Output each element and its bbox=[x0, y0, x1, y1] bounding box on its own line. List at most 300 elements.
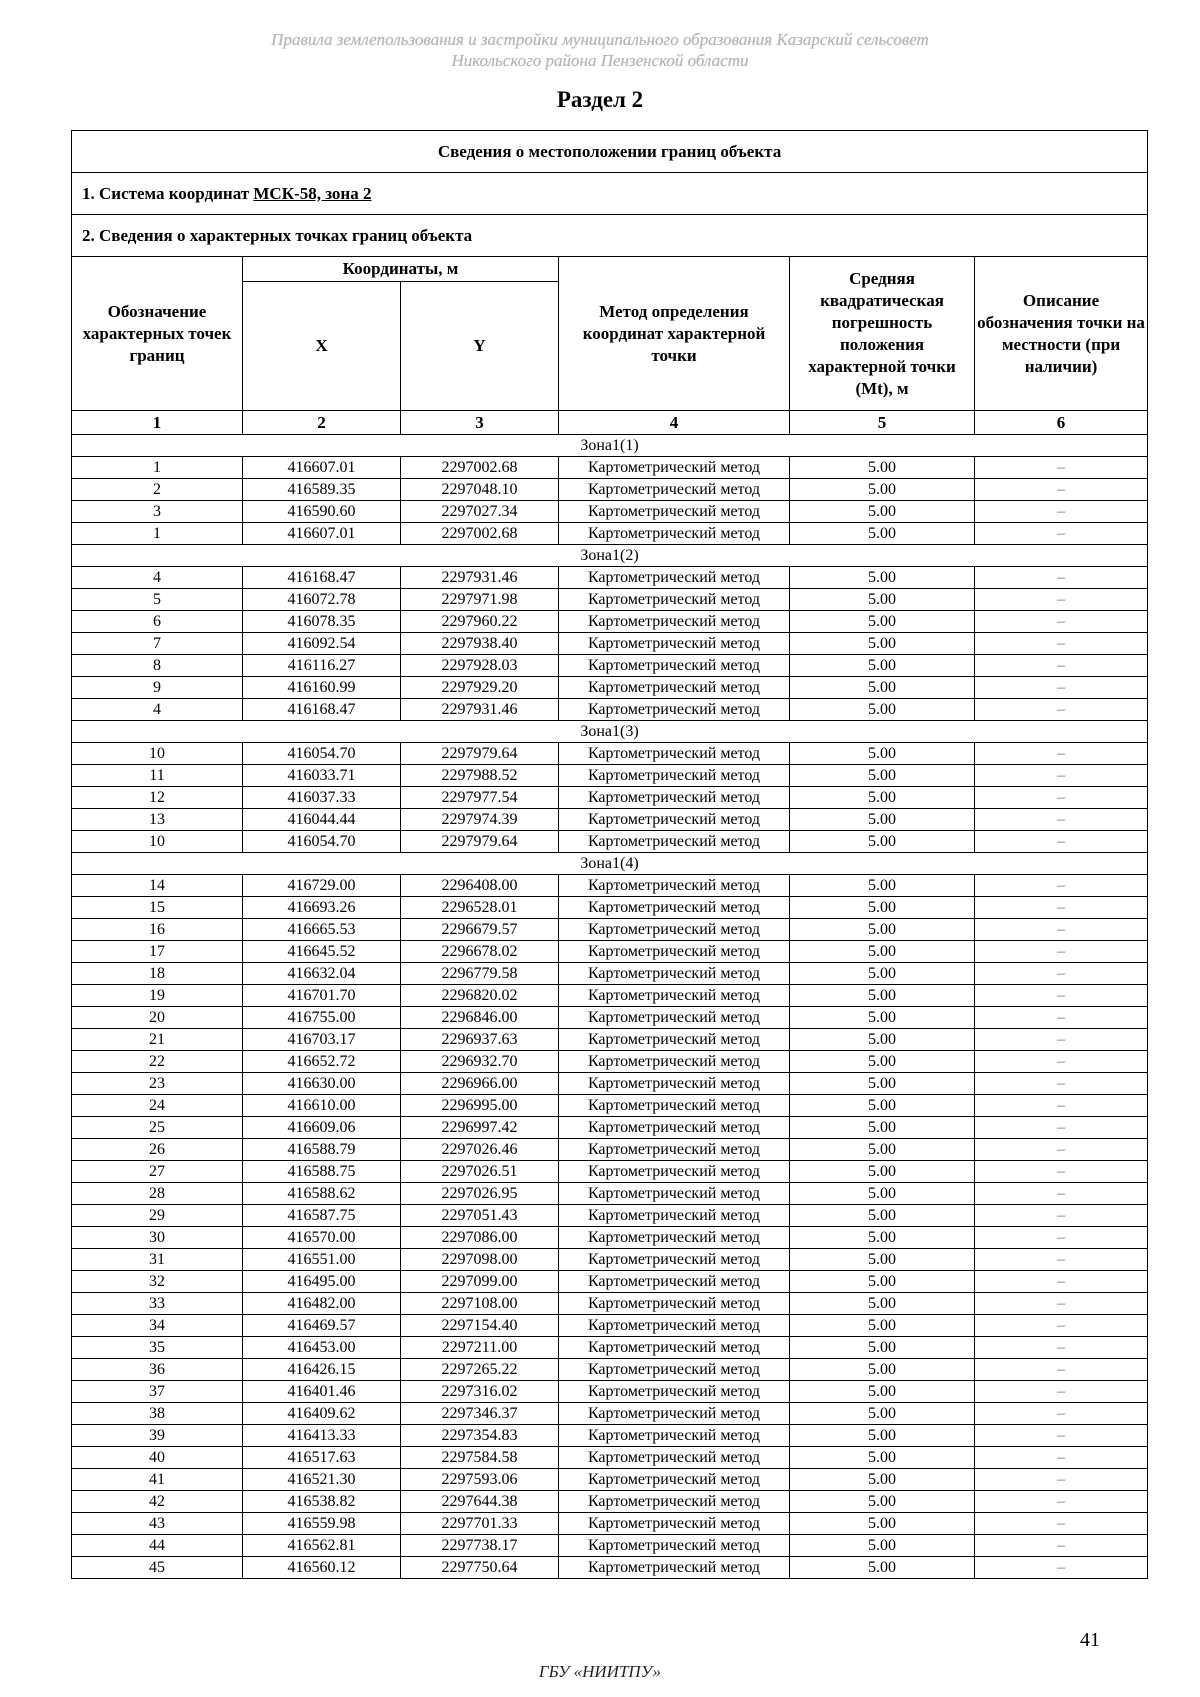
coord-x: 416607.01 bbox=[243, 523, 401, 545]
coord-y: 2297002.68 bbox=[401, 457, 559, 479]
coord-x: 416453.00 bbox=[243, 1337, 401, 1359]
description: – bbox=[975, 501, 1148, 523]
point-number: 31 bbox=[72, 1249, 243, 1271]
point-number: 18 bbox=[72, 963, 243, 985]
table-row bbox=[72, 567, 1148, 589]
coord-y: 2297354.83 bbox=[401, 1425, 559, 1447]
method: Картометрический метод bbox=[559, 1117, 790, 1139]
error-value: 5.00 bbox=[790, 1315, 975, 1337]
table-row bbox=[72, 809, 1148, 831]
point-number: 16 bbox=[72, 919, 243, 941]
coord-y: 2296528.01 bbox=[401, 897, 559, 919]
method: Картометрический метод bbox=[559, 1271, 790, 1293]
point-number: 26 bbox=[72, 1139, 243, 1161]
table-row bbox=[72, 765, 1148, 787]
zone-row bbox=[72, 435, 1148, 457]
table-row bbox=[72, 501, 1148, 523]
method: Картометрический метод bbox=[559, 919, 790, 941]
point-number: 22 bbox=[72, 1051, 243, 1073]
coord-x: 416401.46 bbox=[243, 1381, 401, 1403]
error-value: 5.00 bbox=[790, 1161, 975, 1183]
method: Картометрический метод bbox=[559, 501, 790, 523]
point-number: 15 bbox=[72, 897, 243, 919]
error-value: 5.00 bbox=[790, 1117, 975, 1139]
coord-x: 416551.00 bbox=[243, 1249, 401, 1271]
method: Картометрический метод bbox=[559, 897, 790, 919]
table-row bbox=[72, 941, 1148, 963]
table-row bbox=[72, 1425, 1148, 1447]
description: – bbox=[975, 831, 1148, 853]
error-value: 5.00 bbox=[790, 589, 975, 611]
point-number: 3 bbox=[72, 501, 243, 523]
description: – bbox=[975, 655, 1148, 677]
method: Картометрический метод bbox=[559, 765, 790, 787]
coord-x: 416693.26 bbox=[243, 897, 401, 919]
description: – bbox=[975, 611, 1148, 633]
header-error: Средняя квадратическая погрешность положения характерной точки (Mt), м bbox=[790, 257, 975, 411]
coord-x: 416570.00 bbox=[243, 1227, 401, 1249]
description: – bbox=[975, 919, 1148, 941]
coord-y: 2297701.33 bbox=[401, 1513, 559, 1535]
point-number: 8 bbox=[72, 655, 243, 677]
coord-x: 416632.04 bbox=[243, 963, 401, 985]
point-number: 33 bbox=[72, 1293, 243, 1315]
description: – bbox=[975, 1029, 1148, 1051]
coord-x: 416562.81 bbox=[243, 1535, 401, 1557]
coord-system-value: МСК-58, зона 2 bbox=[253, 183, 372, 203]
error-value: 5.00 bbox=[790, 457, 975, 479]
method: Картометрический метод bbox=[559, 1403, 790, 1425]
coord-x: 416116.27 bbox=[243, 655, 401, 677]
table-row bbox=[72, 1469, 1148, 1491]
method: Картометрический метод bbox=[559, 1491, 790, 1513]
error-value: 5.00 bbox=[790, 1425, 975, 1447]
table-row bbox=[72, 1095, 1148, 1117]
point-number: 29 bbox=[72, 1205, 243, 1227]
method: Картометрический метод bbox=[559, 1337, 790, 1359]
header-coordinates: Координаты, м bbox=[243, 257, 559, 282]
point-number: 6 bbox=[72, 611, 243, 633]
method: Картометрический метод bbox=[559, 1051, 790, 1073]
zone-row bbox=[72, 853, 1148, 875]
coord-y: 2297938.40 bbox=[401, 633, 559, 655]
point-number: 24 bbox=[72, 1095, 243, 1117]
coord-x: 416665.53 bbox=[243, 919, 401, 941]
point-number: 39 bbox=[72, 1425, 243, 1447]
coord-x: 416168.47 bbox=[243, 699, 401, 721]
description: – bbox=[975, 479, 1148, 501]
table-row bbox=[72, 1007, 1148, 1029]
boundary-points-table bbox=[71, 130, 1148, 1579]
method: Картометрический метод bbox=[559, 1205, 790, 1227]
description: – bbox=[975, 1051, 1148, 1073]
error-value: 5.00 bbox=[790, 677, 975, 699]
method: Картометрический метод bbox=[559, 1095, 790, 1117]
method: Картометрический метод bbox=[559, 611, 790, 633]
error-value: 5.00 bbox=[790, 1183, 975, 1205]
point-number: 38 bbox=[72, 1403, 243, 1425]
coord-y: 2297002.68 bbox=[401, 523, 559, 545]
error-value: 5.00 bbox=[790, 1139, 975, 1161]
description: – bbox=[975, 743, 1148, 765]
method: Картометрический метод bbox=[559, 1425, 790, 1447]
method: Картометрический метод bbox=[559, 567, 790, 589]
method: Картометрический метод bbox=[559, 1557, 790, 1579]
method: Картометрический метод bbox=[559, 1447, 790, 1469]
running-head-line-2: Никольского района Пензенской области bbox=[451, 51, 749, 70]
error-value: 5.00 bbox=[790, 919, 975, 941]
description: – bbox=[975, 1095, 1148, 1117]
coord-x: 416652.72 bbox=[243, 1051, 401, 1073]
point-number: 17 bbox=[72, 941, 243, 963]
error-value: 5.00 bbox=[790, 1205, 975, 1227]
zone-label: Зона1(2) bbox=[72, 545, 1148, 567]
coord-y: 2297154.40 bbox=[401, 1315, 559, 1337]
coord-y: 2297108.00 bbox=[401, 1293, 559, 1315]
coord-y: 2297977.54 bbox=[401, 787, 559, 809]
description: – bbox=[975, 1381, 1148, 1403]
error-value: 5.00 bbox=[790, 1447, 975, 1469]
error-value: 5.00 bbox=[790, 1359, 975, 1381]
coord-y: 2297929.20 bbox=[401, 677, 559, 699]
coord-y: 2297026.46 bbox=[401, 1139, 559, 1161]
description: – bbox=[975, 1425, 1148, 1447]
table-row bbox=[72, 1293, 1148, 1315]
error-value: 5.00 bbox=[790, 611, 975, 633]
description: – bbox=[975, 1403, 1148, 1425]
table-row bbox=[72, 1073, 1148, 1095]
point-number: 19 bbox=[72, 985, 243, 1007]
description: – bbox=[975, 1491, 1148, 1513]
coord-y: 2297346.37 bbox=[401, 1403, 559, 1425]
error-value: 5.00 bbox=[790, 1095, 975, 1117]
error-value: 5.00 bbox=[790, 1513, 975, 1535]
table-row bbox=[72, 523, 1148, 545]
error-value: 5.00 bbox=[790, 1227, 975, 1249]
method: Картометрический метод bbox=[559, 1249, 790, 1271]
footer-organization: ГБУ «НИИТПУ» bbox=[538, 1662, 662, 1681]
table-row bbox=[72, 1535, 1148, 1557]
table-row bbox=[72, 1491, 1148, 1513]
method: Картометрический метод bbox=[559, 1073, 790, 1095]
method: Картометрический метод bbox=[559, 1007, 790, 1029]
error-value: 5.00 bbox=[790, 1535, 975, 1557]
table-row bbox=[72, 633, 1148, 655]
coord-y: 2297026.51 bbox=[401, 1161, 559, 1183]
method: Картометрический метод bbox=[559, 523, 790, 545]
description: – bbox=[975, 567, 1148, 589]
header-description: Описание обозначения точки на местности (при наличии) bbox=[975, 257, 1148, 411]
description: – bbox=[975, 985, 1148, 1007]
error-value: 5.00 bbox=[790, 567, 975, 589]
point-number: 37 bbox=[72, 1381, 243, 1403]
description: – bbox=[975, 1359, 1148, 1381]
description: – bbox=[975, 1447, 1148, 1469]
description: – bbox=[975, 963, 1148, 985]
description: – bbox=[975, 1007, 1148, 1029]
table-row bbox=[72, 1337, 1148, 1359]
method: Картометрический метод bbox=[559, 787, 790, 809]
error-value: 5.00 bbox=[790, 1293, 975, 1315]
running-head bbox=[0, 29, 1200, 71]
section-title: Раздел 2 bbox=[556, 87, 644, 112]
description: – bbox=[975, 677, 1148, 699]
coord-x: 416495.00 bbox=[243, 1271, 401, 1293]
coord-x: 416044.44 bbox=[243, 809, 401, 831]
coord-y: 2297974.39 bbox=[401, 809, 559, 831]
coord-x: 416607.01 bbox=[243, 457, 401, 479]
description: – bbox=[975, 633, 1148, 655]
coord-x: 416037.33 bbox=[243, 787, 401, 809]
table-row bbox=[72, 743, 1148, 765]
coord-y: 2297584.58 bbox=[401, 1447, 559, 1469]
coord-x: 416160.99 bbox=[243, 677, 401, 699]
error-value: 5.00 bbox=[790, 479, 975, 501]
coord-x: 416587.75 bbox=[243, 1205, 401, 1227]
error-value: 5.00 bbox=[790, 1469, 975, 1491]
coord-y: 2296966.00 bbox=[401, 1073, 559, 1095]
table-row bbox=[72, 1359, 1148, 1381]
coord-x: 416560.12 bbox=[243, 1557, 401, 1579]
coord-x: 416426.15 bbox=[243, 1359, 401, 1381]
table-row bbox=[72, 787, 1148, 809]
error-value: 5.00 bbox=[790, 1051, 975, 1073]
point-number: 9 bbox=[72, 677, 243, 699]
table-row bbox=[72, 919, 1148, 941]
method: Картометрический метод bbox=[559, 457, 790, 479]
coord-x: 416054.70 bbox=[243, 743, 401, 765]
coord-x: 416701.70 bbox=[243, 985, 401, 1007]
table-row bbox=[72, 1029, 1148, 1051]
description: – bbox=[975, 1469, 1148, 1491]
description: – bbox=[975, 1293, 1148, 1315]
method: Картометрический метод bbox=[559, 677, 790, 699]
method: Картометрический метод bbox=[559, 985, 790, 1007]
point-number: 14 bbox=[72, 875, 243, 897]
table-row bbox=[72, 985, 1148, 1007]
coord-y: 2297026.95 bbox=[401, 1183, 559, 1205]
point-number: 35 bbox=[72, 1337, 243, 1359]
table-row bbox=[72, 1227, 1148, 1249]
coord-y: 2297960.22 bbox=[401, 611, 559, 633]
point-number: 21 bbox=[72, 1029, 243, 1051]
description: – bbox=[975, 1117, 1148, 1139]
coord-x: 416538.82 bbox=[243, 1491, 401, 1513]
method: Картометрический метод bbox=[559, 1161, 790, 1183]
description: – bbox=[975, 1227, 1148, 1249]
table-title: Сведения о местоположении границ объекта bbox=[72, 131, 1148, 173]
method: Картометрический метод bbox=[559, 963, 790, 985]
description: – bbox=[975, 1271, 1148, 1293]
coord-y: 2297928.03 bbox=[401, 655, 559, 677]
coord-y: 2297316.02 bbox=[401, 1381, 559, 1403]
zone-row bbox=[72, 545, 1148, 567]
coord-y: 2296997.42 bbox=[401, 1117, 559, 1139]
coord-x: 416609.06 bbox=[243, 1117, 401, 1139]
description: – bbox=[975, 1249, 1148, 1271]
error-value: 5.00 bbox=[790, 699, 975, 721]
table-row bbox=[72, 1249, 1148, 1271]
table-row bbox=[72, 1051, 1148, 1073]
point-number: 36 bbox=[72, 1359, 243, 1381]
table-row bbox=[72, 963, 1148, 985]
coord-x: 416072.78 bbox=[243, 589, 401, 611]
header-y: Y bbox=[401, 282, 559, 411]
table-row bbox=[72, 1315, 1148, 1337]
coord-x: 416521.30 bbox=[243, 1469, 401, 1491]
description: – bbox=[975, 875, 1148, 897]
point-number: 4 bbox=[72, 567, 243, 589]
table-row bbox=[72, 1447, 1148, 1469]
coord-y: 2296779.58 bbox=[401, 963, 559, 985]
table-row bbox=[72, 831, 1148, 853]
error-value: 5.00 bbox=[790, 1029, 975, 1051]
description: – bbox=[975, 809, 1148, 831]
point-number: 7 bbox=[72, 633, 243, 655]
running-head-line-1: Правила землепользования и застройки муниципального образования Казарский сельсовет bbox=[271, 30, 929, 49]
method: Картометрический метод bbox=[559, 633, 790, 655]
point-number: 41 bbox=[72, 1469, 243, 1491]
column-numbers-row bbox=[72, 411, 1148, 435]
error-value: 5.00 bbox=[790, 765, 975, 787]
point-number: 40 bbox=[72, 1447, 243, 1469]
error-value: 5.00 bbox=[790, 1403, 975, 1425]
point-number: 23 bbox=[72, 1073, 243, 1095]
column-number: 1 bbox=[72, 411, 243, 435]
point-number: 32 bbox=[72, 1271, 243, 1293]
error-value: 5.00 bbox=[790, 633, 975, 655]
point-number: 34 bbox=[72, 1315, 243, 1337]
coord-y: 2297738.17 bbox=[401, 1535, 559, 1557]
coord-x: 416630.00 bbox=[243, 1073, 401, 1095]
coord-y: 2297931.46 bbox=[401, 699, 559, 721]
coord-x: 416033.71 bbox=[243, 765, 401, 787]
column-number: 5 bbox=[790, 411, 975, 435]
table-row bbox=[72, 1381, 1148, 1403]
point-number: 42 bbox=[72, 1491, 243, 1513]
coord-x: 416645.52 bbox=[243, 941, 401, 963]
method: Картометрический метод bbox=[559, 831, 790, 853]
table-row bbox=[72, 699, 1148, 721]
error-value: 5.00 bbox=[790, 787, 975, 809]
table-row bbox=[72, 1513, 1148, 1535]
table-row bbox=[72, 1403, 1148, 1425]
point-number: 2 bbox=[72, 479, 243, 501]
coord-y: 2297979.64 bbox=[401, 743, 559, 765]
error-value: 5.00 bbox=[790, 1491, 975, 1513]
error-value: 5.00 bbox=[790, 809, 975, 831]
point-number: 5 bbox=[72, 589, 243, 611]
coord-y: 2296937.63 bbox=[401, 1029, 559, 1051]
table-row bbox=[72, 1117, 1148, 1139]
coord-x: 416054.70 bbox=[243, 831, 401, 853]
description: – bbox=[975, 897, 1148, 919]
description: – bbox=[975, 765, 1148, 787]
method: Картометрический метод bbox=[559, 1535, 790, 1557]
coord-y: 2297979.64 bbox=[401, 831, 559, 853]
zone-row bbox=[72, 721, 1148, 743]
coord-y: 2297027.34 bbox=[401, 501, 559, 523]
coord-x: 416588.79 bbox=[243, 1139, 401, 1161]
error-value: 5.00 bbox=[790, 1337, 975, 1359]
method: Картометрический метод bbox=[559, 875, 790, 897]
table-row bbox=[72, 1557, 1148, 1579]
table-row bbox=[72, 1161, 1148, 1183]
coord-y: 2296678.02 bbox=[401, 941, 559, 963]
coord-x: 416729.00 bbox=[243, 875, 401, 897]
coord-x: 416755.00 bbox=[243, 1007, 401, 1029]
point-number: 10 bbox=[72, 743, 243, 765]
coord-x: 416559.98 bbox=[243, 1513, 401, 1535]
point-number: 43 bbox=[72, 1513, 243, 1535]
table-row bbox=[72, 897, 1148, 919]
coord-y: 2297971.98 bbox=[401, 589, 559, 611]
point-number: 12 bbox=[72, 787, 243, 809]
method: Картометрический метод bbox=[559, 1227, 790, 1249]
point-number: 44 bbox=[72, 1535, 243, 1557]
coord-system-cell bbox=[72, 173, 1148, 215]
column-number: 3 bbox=[401, 411, 559, 435]
coord-x: 416590.60 bbox=[243, 501, 401, 523]
coord-y: 2296679.57 bbox=[401, 919, 559, 941]
table-title-row bbox=[72, 131, 1148, 173]
error-value: 5.00 bbox=[790, 523, 975, 545]
error-value: 5.00 bbox=[790, 875, 975, 897]
point-number: 28 bbox=[72, 1183, 243, 1205]
coord-y: 2296932.70 bbox=[401, 1051, 559, 1073]
point-number: 25 bbox=[72, 1117, 243, 1139]
description: – bbox=[975, 1315, 1148, 1337]
coord-y: 2296408.00 bbox=[401, 875, 559, 897]
method: Картометрический метод bbox=[559, 589, 790, 611]
error-value: 5.00 bbox=[790, 1271, 975, 1293]
method: Картометрический метод bbox=[559, 479, 790, 501]
method: Картометрический метод bbox=[559, 1315, 790, 1337]
coord-x: 416610.00 bbox=[243, 1095, 401, 1117]
coord-y: 2296846.00 bbox=[401, 1007, 559, 1029]
point-number: 45 bbox=[72, 1557, 243, 1579]
header-designation: Обозначение характерных точек границ bbox=[72, 257, 243, 411]
description: – bbox=[975, 589, 1148, 611]
point-number: 27 bbox=[72, 1161, 243, 1183]
error-value: 5.00 bbox=[790, 1073, 975, 1095]
column-number: 4 bbox=[559, 411, 790, 435]
method: Картометрический метод bbox=[559, 1293, 790, 1315]
coord-y: 2297265.22 bbox=[401, 1359, 559, 1381]
zone-label: Зона1(3) bbox=[72, 721, 1148, 743]
coord-x: 416589.35 bbox=[243, 479, 401, 501]
page-number: 41 bbox=[1080, 1629, 1100, 1651]
description: – bbox=[975, 1535, 1148, 1557]
header-x: X bbox=[243, 282, 401, 411]
error-value: 5.00 bbox=[790, 1249, 975, 1271]
error-value: 5.00 bbox=[790, 963, 975, 985]
coord-y: 2297098.00 bbox=[401, 1249, 559, 1271]
description: – bbox=[975, 699, 1148, 721]
method: Картометрический метод bbox=[559, 1359, 790, 1381]
header-row-1 bbox=[72, 257, 1148, 282]
description: – bbox=[975, 787, 1148, 809]
table-row bbox=[72, 589, 1148, 611]
error-value: 5.00 bbox=[790, 941, 975, 963]
error-value: 5.00 bbox=[790, 897, 975, 919]
method: Картометрический метод bbox=[559, 1513, 790, 1535]
table-row bbox=[72, 655, 1148, 677]
table-row bbox=[72, 1183, 1148, 1205]
error-value: 5.00 bbox=[790, 743, 975, 765]
description: – bbox=[975, 1513, 1148, 1535]
zone-label: Зона1(1) bbox=[72, 435, 1148, 457]
